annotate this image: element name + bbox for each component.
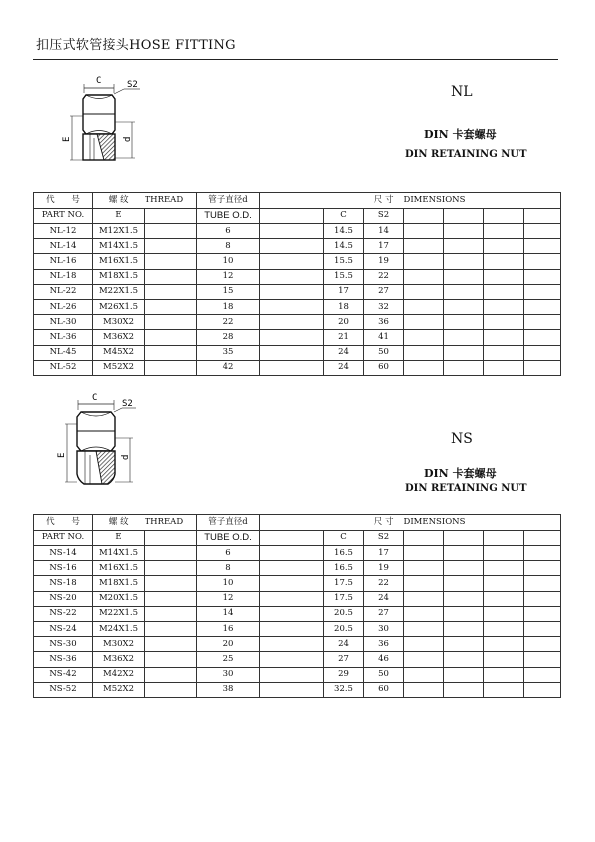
empty-cell [524, 576, 561, 591]
blank-cell [260, 330, 324, 345]
thread-cell: M14X1.5 [93, 239, 145, 254]
c-label: C [96, 76, 102, 86]
empty-cell [444, 345, 484, 360]
empty-cell [524, 546, 561, 561]
col-thread-blank [145, 208, 197, 224]
empty-cell [404, 360, 444, 375]
thread-cell: M30X2 [93, 637, 145, 652]
c-cell: 17.5 [324, 591, 364, 606]
table-row [34, 299, 561, 314]
empty-cell [444, 576, 484, 591]
table-row [34, 345, 561, 360]
thread-blank-cell [145, 652, 197, 667]
blank-cell [260, 345, 324, 360]
empty-cell [444, 284, 484, 299]
c-cell: 17.5 [324, 576, 364, 591]
col-code-cn: 代 号 [34, 515, 93, 531]
c-cell: 21 [324, 330, 364, 345]
blank-cell [260, 254, 324, 269]
thread-cell: M30X2 [93, 315, 145, 330]
table-row [34, 591, 561, 606]
table-row [34, 269, 561, 284]
c-cell: 27 [324, 652, 364, 667]
c-cell: 15.5 [324, 269, 364, 284]
dims-spacer [260, 193, 324, 209]
empty-cell [444, 591, 484, 606]
blank-cell [260, 269, 324, 284]
part-no-cell: NS-30 [34, 637, 93, 652]
col-thread-en: THREAD [145, 515, 197, 531]
table-subheader-row [34, 208, 561, 224]
part-no-cell: NL-45 [34, 345, 93, 360]
thread-blank-cell [145, 299, 197, 314]
thread-blank-cell [145, 360, 197, 375]
col-tube-en: TUBE O.D. [197, 530, 260, 546]
empty-cell [524, 315, 561, 330]
empty-cell [404, 299, 444, 314]
thread-blank-cell [145, 606, 197, 621]
empty-cell [404, 576, 444, 591]
col-dims-en: DIMENSIONS [404, 193, 561, 209]
tube-od-cell: 20 [197, 637, 260, 652]
part-no-cell: NS-20 [34, 591, 93, 606]
empty-cell [484, 284, 524, 299]
empty-cell [404, 239, 444, 254]
nl-desc-en: DIN RETAINING NUT [405, 149, 527, 160]
empty-cell [404, 315, 444, 330]
empty-cell [484, 330, 524, 345]
tube-od-cell: 30 [197, 667, 260, 682]
thread-blank-cell [145, 621, 197, 636]
s2-cell: 17 [364, 239, 404, 254]
tube-od-cell: 25 [197, 652, 260, 667]
s2-cell: 27 [364, 606, 404, 621]
thread-blank-cell [145, 254, 197, 269]
empty-cell [484, 360, 524, 375]
nl-nut-drawing [56, 72, 152, 172]
blank-cell [260, 360, 324, 375]
empty-cell [404, 682, 444, 697]
col-s2: S2 [364, 208, 404, 224]
col-thread-blank [145, 530, 197, 546]
empty-cell [484, 591, 524, 606]
thread-blank-cell [145, 561, 197, 576]
empty-cell [524, 284, 561, 299]
table-row [34, 254, 561, 269]
empty-cell [484, 315, 524, 330]
empty-cell [404, 345, 444, 360]
blank-cell [260, 546, 324, 561]
part-no-cell: NS-14 [34, 546, 93, 561]
table-row [34, 561, 561, 576]
table-row [34, 284, 561, 299]
blank-cell [260, 667, 324, 682]
empty-cell [484, 637, 524, 652]
thread-blank-cell [145, 239, 197, 254]
empty-cell [484, 239, 524, 254]
empty-cell [444, 269, 484, 284]
table-row [34, 330, 561, 345]
c-cell: 17 [324, 284, 364, 299]
table-row [34, 576, 561, 591]
col-s2: S2 [364, 530, 404, 546]
table-row [34, 682, 561, 697]
thread-cell: M52X2 [93, 360, 145, 375]
ns-nut-drawing [52, 390, 148, 496]
empty-cell [524, 621, 561, 636]
empty-cell [484, 682, 524, 697]
tube-od-cell: 10 [197, 254, 260, 269]
col-dims-cn: 尺 寸 [324, 515, 404, 531]
empty-cell [404, 546, 444, 561]
s2-cell: 19 [364, 254, 404, 269]
table-row [34, 546, 561, 561]
s2-cell: 46 [364, 652, 404, 667]
blank-cell [260, 637, 324, 652]
blank-cell [260, 315, 324, 330]
table-header-row [34, 193, 561, 209]
nut-hex-body [83, 95, 115, 134]
c-cell: 29 [324, 667, 364, 682]
blank-cell [260, 224, 324, 239]
s2-cell: 22 [364, 269, 404, 284]
thread-blank-cell [145, 667, 197, 682]
empty-cell [484, 254, 524, 269]
c-cell: 16.5 [324, 546, 364, 561]
empty-cell [524, 360, 561, 375]
table-row [34, 652, 561, 667]
ns-section-code: NS [451, 431, 473, 447]
empty-cell [444, 682, 484, 697]
thread-blank-cell [145, 330, 197, 345]
part-no-cell: NL-36 [34, 330, 93, 345]
thread-blank-cell [145, 345, 197, 360]
table-row [34, 606, 561, 621]
c-cell: 16.5 [324, 561, 364, 576]
empty-cell [524, 239, 561, 254]
s2-label: S2 [122, 399, 133, 409]
nl-desc-cn: DIN 卡套螺母 [424, 128, 497, 141]
part-no-cell: NS-22 [34, 606, 93, 621]
empty-cell [524, 682, 561, 697]
col-c: C [324, 208, 364, 224]
tube-od-cell: 8 [197, 239, 260, 254]
empty-cell [444, 637, 484, 652]
blank-cell [260, 682, 324, 697]
table-row [34, 224, 561, 239]
empty-cell [524, 299, 561, 314]
empty-cell [484, 224, 524, 239]
c-cell: 14.5 [324, 239, 364, 254]
s2-cell: 27 [364, 284, 404, 299]
c-cell: 20.5 [324, 606, 364, 621]
empty-cell [404, 621, 444, 636]
empty-cell [404, 284, 444, 299]
thread-cell: M14X1.5 [93, 546, 145, 561]
col-thread-cn: 螺 纹 [93, 515, 145, 531]
empty-cell [484, 576, 524, 591]
empty-cell [524, 224, 561, 239]
tube-od-cell: 16 [197, 621, 260, 636]
col-thread-cn: 螺 纹 [93, 193, 145, 209]
c-cell: 14.5 [324, 224, 364, 239]
tube-od-cell: 15 [197, 284, 260, 299]
page-title: 扣压式软管接头HOSE FITTING [36, 38, 236, 53]
empty-cell [484, 561, 524, 576]
col-c: C [324, 530, 364, 546]
thread-cell: M22X1.5 [93, 284, 145, 299]
empty-cell [404, 637, 444, 652]
part-no-cell: NL-30 [34, 315, 93, 330]
blank-cell [260, 621, 324, 636]
s2-cell: 60 [364, 360, 404, 375]
tube-od-cell: 12 [197, 591, 260, 606]
thread-cell: M52X2 [93, 682, 145, 697]
thread-cell: M36X2 [93, 652, 145, 667]
part-no-cell: NS-36 [34, 652, 93, 667]
c-label: C [92, 393, 98, 403]
tube-od-cell: 6 [197, 224, 260, 239]
part-no-cell: NL-16 [34, 254, 93, 269]
tube-od-cell: 35 [197, 345, 260, 360]
header-rule [33, 59, 558, 60]
empty-cell [484, 652, 524, 667]
empty-cell [484, 269, 524, 284]
part-no-cell: NS-52 [34, 682, 93, 697]
empty-cell [444, 315, 484, 330]
empty-cell [444, 360, 484, 375]
col-tube-cn: 管子直径d [197, 515, 260, 531]
empty-cell [444, 561, 484, 576]
empty-cell [444, 546, 484, 561]
s2-cell: 50 [364, 345, 404, 360]
s2-cell: 30 [364, 621, 404, 636]
col-thread-en: THREAD [145, 193, 197, 209]
tube-od-cell: 38 [197, 682, 260, 697]
empty-cell [524, 254, 561, 269]
thread-blank-cell [145, 546, 197, 561]
empty-cell [404, 269, 444, 284]
blank-cell [260, 284, 324, 299]
table-row [34, 637, 561, 652]
part-no-cell: NS-42 [34, 667, 93, 682]
s2-cell: 36 [364, 315, 404, 330]
c-cell: 32.5 [324, 682, 364, 697]
empty-cell [484, 667, 524, 682]
col-tube-cn: 管子直径d [197, 193, 260, 209]
empty-cell [404, 591, 444, 606]
thread-blank-cell [145, 591, 197, 606]
tube-od-cell: 8 [197, 561, 260, 576]
blank-cell [260, 652, 324, 667]
s2-cell: 14 [364, 224, 404, 239]
empty-cell [524, 667, 561, 682]
table-row [34, 315, 561, 330]
s2-label: S2 [127, 80, 138, 90]
part-no-cell: NL-52 [34, 360, 93, 375]
c-cell: 24 [324, 637, 364, 652]
empty-cell [484, 345, 524, 360]
empty-cell [444, 606, 484, 621]
c-cell: 24 [324, 345, 364, 360]
part-no-cell: NL-18 [34, 269, 93, 284]
blank-cell [260, 239, 324, 254]
thread-cell: M18X1.5 [93, 576, 145, 591]
empty-cell [404, 606, 444, 621]
tube-od-cell: 22 [197, 315, 260, 330]
thread-cell: M24X1.5 [93, 621, 145, 636]
empty-cell [444, 330, 484, 345]
thread-blank-cell [145, 315, 197, 330]
s2-cell: 60 [364, 682, 404, 697]
empty-cell [444, 239, 484, 254]
col-blank [260, 208, 324, 224]
empty-cell [444, 299, 484, 314]
thread-cell: M18X1.5 [93, 269, 145, 284]
empty-cell [524, 591, 561, 606]
blank-cell [260, 576, 324, 591]
thread-blank-cell [145, 682, 197, 697]
empty-cell [524, 561, 561, 576]
thread-cell: M36X2 [93, 330, 145, 345]
empty-cell [404, 561, 444, 576]
empty-cell [484, 621, 524, 636]
thread-cell: M16X1.5 [93, 561, 145, 576]
c-cell: 18 [324, 299, 364, 314]
dims-spacer [260, 515, 324, 531]
empty-cell [484, 299, 524, 314]
thread-cell: M42X2 [93, 667, 145, 682]
part-no-cell: NS-16 [34, 561, 93, 576]
empty-cell [524, 606, 561, 621]
empty-cell [524, 269, 561, 284]
empty-cell [524, 330, 561, 345]
e-label: E [57, 452, 67, 458]
blank-cell [260, 591, 324, 606]
s2-cell: 19 [364, 561, 404, 576]
table-row [34, 239, 561, 254]
s2-cell: 41 [364, 330, 404, 345]
table-row [34, 667, 561, 682]
col-part-no: PART NO. [34, 208, 93, 224]
empty-cell [444, 621, 484, 636]
s2-cell: 22 [364, 576, 404, 591]
part-no-cell: NL-14 [34, 239, 93, 254]
thread-blank-cell [145, 284, 197, 299]
col-dims-cn: 尺 寸 [324, 193, 404, 209]
table-subheader-row [34, 530, 561, 546]
ns-desc-cn: DIN 卡套螺母 [424, 467, 497, 480]
table-row [34, 360, 561, 375]
tube-od-cell: 18 [197, 299, 260, 314]
nut-hex-body [77, 412, 115, 451]
empty-cell [484, 606, 524, 621]
nl-section-code: NL [451, 84, 473, 100]
thread-cell: M16X1.5 [93, 254, 145, 269]
empty-cell [404, 224, 444, 239]
ns-desc-en: DIN RETAINING NUT [405, 483, 527, 494]
part-no-cell: NL-22 [34, 284, 93, 299]
empty-cell [404, 652, 444, 667]
tube-od-cell: 10 [197, 576, 260, 591]
e-label: E [62, 136, 72, 142]
col-code-cn: 代 号 [34, 193, 93, 209]
s2-cell: 50 [364, 667, 404, 682]
c-cell: 24 [324, 360, 364, 375]
thread-cell: M12X1.5 [93, 224, 145, 239]
col-blank [260, 530, 324, 546]
thread-blank-cell [145, 576, 197, 591]
d-label: d [121, 454, 131, 460]
col-dims-en: DIMENSIONS [404, 515, 561, 531]
empty-cell [444, 224, 484, 239]
s2-cell: 36 [364, 637, 404, 652]
part-no-cell: NS-24 [34, 621, 93, 636]
blank-cell [260, 606, 324, 621]
empty-cell [404, 330, 444, 345]
thread-cell: M45X2 [93, 345, 145, 360]
thread-cell: M26X1.5 [93, 299, 145, 314]
tube-od-cell: 12 [197, 269, 260, 284]
blank-cell [260, 561, 324, 576]
tube-od-cell: 42 [197, 360, 260, 375]
thread-cell: M20X1.5 [93, 591, 145, 606]
tube-od-cell: 14 [197, 606, 260, 621]
thread-cell: M22X1.5 [93, 606, 145, 621]
s2-cell: 24 [364, 591, 404, 606]
part-no-cell: NL-12 [34, 224, 93, 239]
empty-cell [404, 254, 444, 269]
c-cell: 15.5 [324, 254, 364, 269]
ns-spec-table [33, 514, 561, 698]
thread-blank-cell [145, 224, 197, 239]
tube-od-cell: 6 [197, 546, 260, 561]
thread-blank-cell [145, 269, 197, 284]
nl-spec-table [33, 192, 561, 376]
s2-cell: 17 [364, 546, 404, 561]
table-header-row [34, 515, 561, 531]
empty-cell [444, 254, 484, 269]
d-label: d [123, 136, 133, 142]
table-row [34, 621, 561, 636]
empty-cell [484, 546, 524, 561]
c-cell: 20.5 [324, 621, 364, 636]
col-part-no: PART NO. [34, 530, 93, 546]
thread-blank-cell [145, 637, 197, 652]
c-cell: 20 [324, 315, 364, 330]
blank-cell [260, 299, 324, 314]
empty-cell [404, 667, 444, 682]
part-no-cell: NL-26 [34, 299, 93, 314]
part-no-cell: NS-18 [34, 576, 93, 591]
tube-od-cell: 28 [197, 330, 260, 345]
empty-cell [524, 637, 561, 652]
col-e: E [93, 208, 145, 224]
empty-cell [444, 667, 484, 682]
col-e: E [93, 530, 145, 546]
empty-cell [524, 652, 561, 667]
col-tube-en: TUBE O.D. [197, 208, 260, 224]
empty-cell [524, 345, 561, 360]
s2-cell: 32 [364, 299, 404, 314]
empty-cell [444, 652, 484, 667]
